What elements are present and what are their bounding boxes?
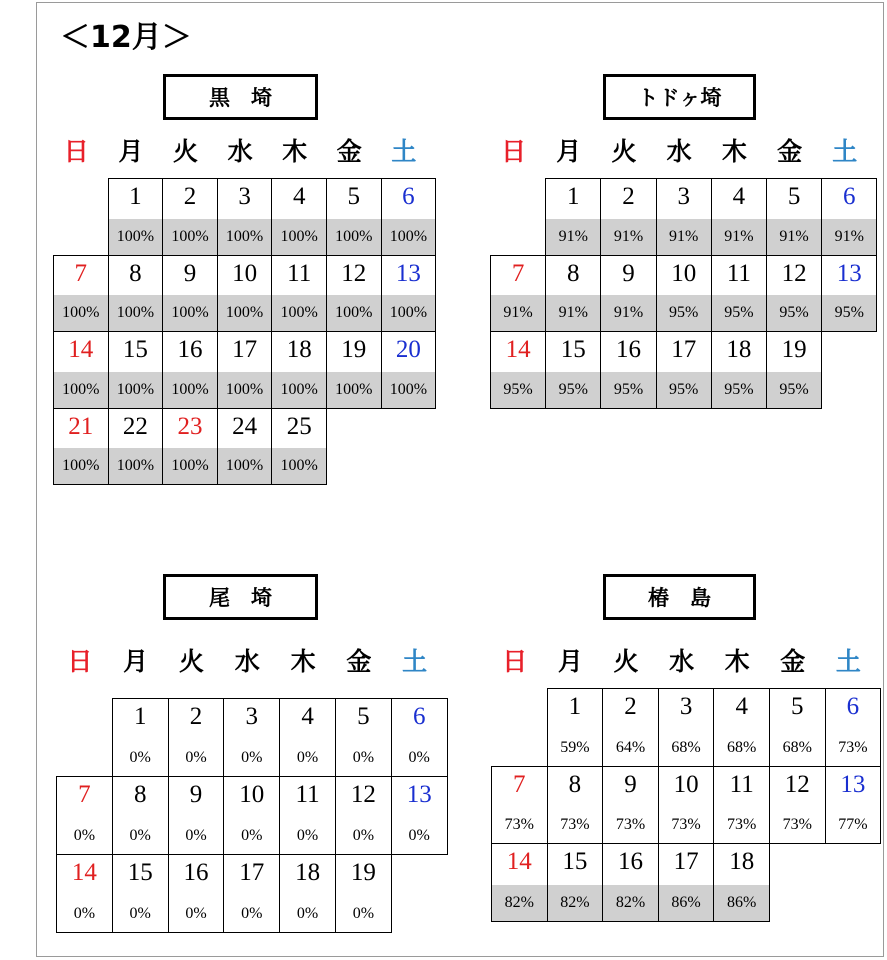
day-number: 6 — [402, 183, 415, 210]
day-percentage: 100% — [163, 372, 217, 408]
day-number: 10 — [673, 770, 699, 798]
day-number: 18 — [295, 859, 321, 886]
day-cell — [602, 688, 659, 767]
day-percentage: 0% — [352, 749, 375, 766]
day-percentage: 0% — [185, 827, 207, 844]
day-cell — [490, 331, 546, 409]
day-cell — [769, 688, 826, 767]
day-number: 13 — [395, 259, 421, 287]
day-percentage: 100% — [109, 448, 163, 484]
day-number: 16 — [177, 336, 203, 363]
day-number: 4 — [735, 693, 748, 720]
day-cell — [825, 766, 882, 845]
weekday-header: 月 — [118, 137, 144, 166]
day-cell — [491, 843, 548, 922]
day-number: 14 — [68, 336, 94, 363]
day-percentage: 100% — [272, 372, 326, 408]
day-number: 25 — [286, 412, 312, 440]
day-number: 19 — [341, 336, 367, 363]
day-cell — [545, 331, 601, 409]
day-percentage: 73% — [560, 816, 590, 833]
day-cell — [56, 776, 113, 855]
day-number: 17 — [239, 859, 265, 886]
day-number: 19 — [350, 859, 376, 886]
day-number: 21 — [68, 412, 94, 440]
day-percentage: 100% — [109, 295, 163, 331]
day-percentage: 73% — [504, 816, 534, 833]
day-cell — [821, 255, 877, 333]
weekday-header: 火 — [172, 137, 198, 166]
month-heading: ＜12月＞ — [60, 20, 192, 55]
day-percentage: 100% — [163, 295, 217, 331]
day-cell — [711, 178, 767, 256]
day-percentage: 0% — [352, 905, 375, 922]
day-percentage: 100% — [327, 219, 381, 255]
day-cell — [217, 255, 273, 333]
day-cell — [381, 178, 437, 256]
day-cell — [217, 178, 273, 256]
day-percentage: 0% — [241, 905, 263, 922]
weekday-header: 月 — [123, 647, 149, 676]
day-number: 17 — [232, 336, 258, 363]
day-cell — [766, 178, 822, 256]
day-cell — [326, 255, 382, 333]
day-cell — [658, 843, 715, 922]
day-percentage: 91% — [546, 219, 600, 255]
day-cell — [326, 331, 382, 409]
day-percentage: 95% — [767, 372, 821, 408]
day-cell — [108, 255, 164, 333]
day-cell — [53, 331, 109, 409]
day-cell — [162, 408, 218, 486]
day-percentage: 100% — [327, 295, 381, 331]
day-number: 5 — [791, 693, 804, 720]
day-cell — [108, 408, 164, 486]
day-number: 11 — [729, 770, 754, 798]
day-cell — [108, 178, 164, 256]
day-number: 8 — [129, 259, 142, 287]
day-percentage: 82% — [492, 885, 547, 921]
weekday-header: 金 — [777, 137, 803, 166]
day-percentage: 95% — [657, 295, 711, 331]
day-cell — [112, 776, 169, 855]
day-number: 3 — [245, 703, 259, 730]
day-cell — [656, 255, 712, 333]
location-name-box: トドヶ埼 — [603, 74, 756, 120]
weekday-header: 木 — [721, 137, 747, 166]
day-number: 10 — [232, 259, 258, 287]
day-number: 5 — [787, 183, 801, 210]
day-cell — [162, 331, 218, 409]
day-cell — [168, 698, 225, 777]
day-percentage: 95% — [767, 295, 821, 331]
day-percentage: 100% — [54, 372, 108, 408]
day-number: 7 — [513, 770, 526, 798]
day-number: 12 — [781, 259, 807, 287]
day-number: 19 — [781, 336, 807, 363]
day-cell — [545, 255, 601, 333]
day-number: 1 — [567, 183, 580, 210]
day-percentage: 95% — [712, 372, 766, 408]
day-cell — [656, 178, 712, 256]
day-percentage: 100% — [54, 295, 108, 331]
day-cell — [223, 698, 280, 777]
day-number: 12 — [784, 770, 810, 798]
day-percentage: 82% — [603, 885, 658, 921]
day-number: 20 — [395, 336, 421, 363]
day-cell — [108, 331, 164, 409]
day-percentage: 0% — [73, 905, 96, 922]
day-percentage: 0% — [408, 749, 430, 766]
weekday-header: 木 — [724, 647, 750, 676]
weekday-header: 土 — [832, 137, 858, 166]
weekday-header: 土 — [402, 647, 428, 676]
day-cell — [279, 776, 336, 855]
day-percentage: 100% — [382, 295, 436, 331]
day-cell — [713, 843, 770, 922]
day-cell — [381, 255, 437, 333]
day-cell — [217, 331, 273, 409]
day-percentage: 91% — [601, 295, 655, 331]
day-number: 13 — [836, 259, 862, 287]
day-number: 6 — [412, 703, 426, 730]
day-cell — [711, 255, 767, 333]
day-number: 13 — [840, 770, 866, 798]
day-number: 7 — [78, 781, 91, 808]
day-number: 9 — [183, 259, 197, 287]
weekday-header: 日 — [63, 137, 89, 166]
day-cell — [271, 408, 327, 486]
day-number: 10 — [671, 259, 697, 287]
day-number: 9 — [622, 259, 635, 287]
day-percentage: 100% — [272, 219, 326, 255]
day-number: 5 — [347, 183, 361, 210]
day-cell — [825, 688, 882, 767]
day-cell — [545, 178, 601, 256]
day-percentage: 0% — [185, 749, 207, 766]
day-percentage: 100% — [218, 219, 272, 255]
day-number: 18 — [726, 336, 752, 363]
day-number: 14 — [71, 859, 97, 886]
day-number: 12 — [350, 781, 376, 808]
day-percentage: 95% — [657, 372, 711, 408]
day-cell — [279, 698, 336, 777]
day-number: 23 — [177, 412, 203, 440]
day-percentage: 100% — [163, 219, 217, 255]
day-cell — [271, 255, 327, 333]
day-cell — [112, 698, 169, 777]
day-number: 16 — [615, 336, 641, 363]
day-cell — [53, 408, 109, 486]
day-number: 6 — [846, 693, 860, 720]
day-number: 11 — [295, 781, 320, 808]
day-percentage: 100% — [272, 295, 326, 331]
day-percentage: 0% — [241, 749, 263, 766]
weekday-header: 金 — [780, 647, 806, 676]
day-percentage: 91% — [491, 295, 545, 331]
day-cell — [217, 408, 273, 486]
day-cell — [547, 688, 604, 767]
day-percentage: 91% — [767, 219, 821, 255]
day-number: 4 — [732, 183, 746, 210]
weekday-header: 水 — [669, 647, 695, 676]
day-cell — [112, 854, 169, 933]
day-percentage: 82% — [548, 885, 603, 921]
location-name-box: 黒 埼 — [163, 74, 318, 120]
day-number: 4 — [301, 703, 314, 730]
day-number: 8 — [133, 781, 147, 808]
day-cell — [711, 331, 767, 409]
day-cell — [53, 255, 109, 333]
day-cell — [168, 776, 225, 855]
day-percentage: 0% — [296, 905, 319, 922]
day-cell — [821, 178, 877, 256]
day-number: 11 — [287, 259, 312, 287]
weekday-header: 月 — [557, 647, 583, 676]
day-percentage: 73% — [615, 816, 646, 833]
day-percentage: 95% — [491, 372, 545, 408]
day-percentage: 0% — [129, 749, 151, 766]
weekday-header: 水 — [666, 137, 692, 166]
day-percentage: 0% — [352, 827, 375, 844]
day-cell — [658, 688, 715, 767]
day-cell — [766, 255, 822, 333]
day-cell — [391, 776, 448, 855]
day-number: 17 — [671, 336, 697, 363]
day-number: 16 — [183, 859, 209, 886]
day-number: 15 — [127, 859, 153, 886]
day-cell — [656, 331, 712, 409]
day-cell — [279, 854, 336, 933]
weekday-header: 水 — [234, 647, 260, 676]
day-number: 3 — [238, 183, 251, 210]
day-number: 9 — [189, 781, 203, 808]
day-cell — [600, 178, 656, 256]
day-percentage: 0% — [73, 827, 96, 844]
day-cell — [602, 843, 659, 922]
day-number: 18 — [286, 336, 312, 363]
day-percentage: 95% — [546, 372, 600, 408]
weekday-header: 土 — [391, 137, 417, 166]
day-percentage: 0% — [241, 827, 263, 844]
day-cell — [766, 331, 822, 409]
day-number: 17 — [673, 848, 699, 875]
day-number: 9 — [624, 770, 637, 798]
day-percentage: 100% — [272, 448, 326, 484]
day-percentage: 0% — [296, 749, 319, 766]
day-percentage: 100% — [109, 372, 163, 408]
day-number: 3 — [677, 183, 690, 210]
day-cell — [335, 854, 392, 933]
day-percentage: 73% — [671, 816, 701, 833]
weekday-header: 木 — [282, 137, 308, 166]
day-percentage: 86% — [714, 885, 769, 921]
day-number: 12 — [341, 259, 367, 287]
day-cell — [271, 178, 327, 256]
day-number: 13 — [406, 781, 432, 808]
day-percentage: 100% — [218, 295, 272, 331]
day-cell — [56, 854, 113, 933]
day-percentage: 64% — [615, 738, 646, 756]
weekday-header: 金 — [336, 137, 362, 166]
day-number: 2 — [189, 703, 203, 730]
day-cell — [391, 698, 448, 777]
day-percentage: 91% — [546, 295, 600, 331]
day-number: 10 — [239, 781, 265, 808]
day-cell — [491, 766, 548, 845]
day-percentage: 73% — [838, 738, 868, 756]
weekday-header: 火 — [613, 647, 639, 676]
day-number: 1 — [568, 693, 582, 720]
day-percentage: 0% — [129, 827, 151, 844]
day-percentage: 100% — [218, 372, 272, 408]
day-percentage: 91% — [657, 219, 711, 255]
day-cell — [547, 843, 604, 922]
day-number: 18 — [729, 848, 755, 875]
day-percentage: 91% — [712, 219, 766, 255]
day-percentage: 0% — [408, 827, 430, 844]
day-number: 15 — [562, 848, 588, 875]
weekday-header: 金 — [346, 647, 372, 676]
day-number: 4 — [292, 183, 306, 210]
day-cell — [223, 854, 280, 933]
day-percentage: 68% — [782, 738, 812, 756]
day-percentage: 100% — [382, 372, 436, 408]
weekday-header: 水 — [227, 137, 253, 166]
day-number: 3 — [679, 693, 693, 720]
day-cell — [271, 331, 327, 409]
location-name-box: 尾 埼 — [163, 574, 318, 620]
day-percentage: 73% — [782, 816, 812, 833]
day-percentage: 0% — [185, 905, 207, 922]
day-percentage: 95% — [822, 295, 876, 331]
day-percentage: 68% — [727, 738, 757, 756]
day-cell — [600, 331, 656, 409]
day-cell — [223, 776, 280, 855]
day-number: 16 — [617, 848, 643, 875]
day-percentage: 59% — [560, 738, 590, 756]
weekday-header: 火 — [611, 137, 637, 166]
day-cell — [162, 178, 218, 256]
day-cell — [658, 766, 715, 845]
day-percentage: 100% — [382, 219, 436, 255]
day-percentage: 91% — [822, 219, 876, 255]
day-percentage: 0% — [296, 827, 319, 844]
day-percentage: 100% — [163, 448, 217, 484]
day-percentage: 95% — [712, 295, 766, 331]
weekday-header: 土 — [835, 647, 861, 676]
day-cell — [602, 766, 659, 845]
day-cell — [713, 688, 770, 767]
day-percentage: 0% — [129, 905, 151, 922]
day-number: 2 — [622, 183, 635, 210]
day-cell — [335, 698, 392, 777]
day-cell — [490, 255, 546, 333]
weekday-header: 日 — [67, 647, 93, 676]
weekday-header: 火 — [178, 647, 204, 676]
day-cell — [713, 766, 770, 845]
day-percentage: 100% — [218, 448, 272, 484]
day-cell — [335, 776, 392, 855]
day-percentage: 73% — [727, 816, 757, 833]
day-number: 8 — [568, 770, 582, 798]
day-number: 5 — [357, 703, 370, 730]
day-number: 22 — [122, 412, 148, 440]
weekday-header: 日 — [501, 137, 527, 166]
day-number: 15 — [122, 336, 148, 363]
day-cell — [168, 854, 225, 933]
day-percentage: 100% — [327, 372, 381, 408]
day-percentage: 100% — [54, 448, 108, 484]
day-number: 14 — [505, 336, 531, 363]
day-percentage: 100% — [109, 219, 163, 255]
day-number: 11 — [726, 259, 751, 287]
day-percentage: 91% — [601, 219, 655, 255]
day-percentage: 68% — [671, 738, 701, 756]
day-number: 2 — [624, 693, 637, 720]
location-name-box: 椿 島 — [603, 574, 756, 620]
day-cell — [326, 178, 382, 256]
weekday-header: 月 — [556, 137, 582, 166]
day-number: 7 — [511, 259, 525, 287]
day-percentage: 77% — [838, 816, 868, 833]
weekday-header: 木 — [290, 647, 316, 676]
day-number: 24 — [232, 412, 258, 440]
day-cell — [162, 255, 218, 333]
day-percentage: 86% — [659, 885, 714, 921]
day-number: 7 — [74, 259, 88, 287]
day-number: 14 — [506, 848, 532, 875]
day-percentage: 95% — [601, 372, 655, 408]
day-number: 15 — [560, 336, 586, 363]
day-cell — [769, 766, 826, 845]
day-cell — [600, 255, 656, 333]
day-number: 1 — [129, 183, 142, 210]
day-number: 6 — [843, 183, 856, 210]
weekday-header: 日 — [502, 647, 528, 676]
day-number: 2 — [183, 183, 197, 210]
day-number: 8 — [567, 259, 580, 287]
day-number: 1 — [133, 703, 147, 730]
day-cell — [381, 331, 437, 409]
day-cell — [547, 766, 604, 845]
